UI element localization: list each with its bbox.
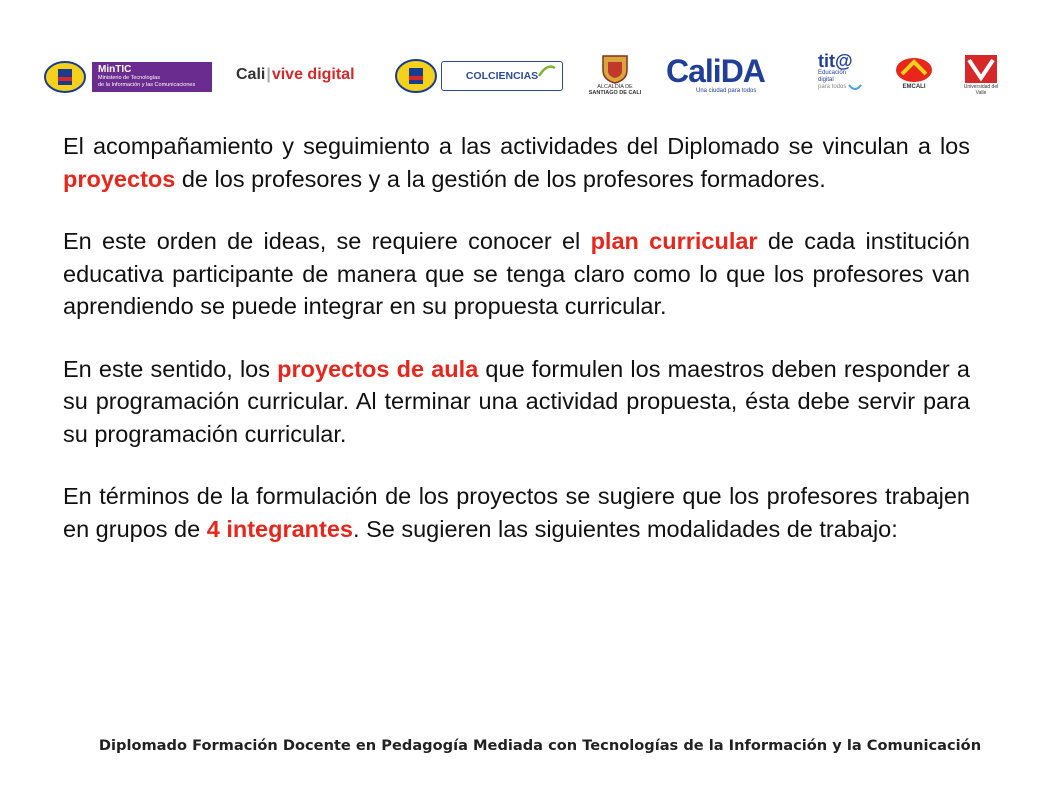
cali-vive-digital-logo <box>236 66 355 84</box>
paragraph-text: En este sentido, los <box>63 355 278 382</box>
univalle-logo <box>958 54 1004 96</box>
main-content <box>63 130 970 575</box>
tita-line3: para todos <box>818 84 847 90</box>
emcali-logo <box>892 56 936 91</box>
swoosh-icon <box>538 65 556 79</box>
mintic-line2: de la Información y las Comunicaciones <box>98 81 196 88</box>
tita-name: tit@ <box>818 51 853 71</box>
paragraph-1 <box>63 130 970 195</box>
calida-tagline: Una ciudad para todos <box>696 88 757 94</box>
paragraph-text: En este orden de ideas, se requiere conocer el <box>63 228 591 254</box>
cali-shield-icon <box>600 54 630 84</box>
univalle-name: Universidad del Valle <box>963 84 999 96</box>
tita-line1: Educación <box>818 70 847 76</box>
paragraph-text: El acompañamiento y seguimiento a las actividades del Diplomado se vinculan a los <box>63 133 970 159</box>
paragraph-text: de los profesores y a la gestión de los profesores formadores. <box>175 165 826 192</box>
paragraph-text: de cada institución educativa participante de manera que se tenga claro como lo que los profesores van aprendiendo se puede integrar en su propuesta curricular. <box>63 228 970 319</box>
colombia-shield-icon <box>395 58 437 94</box>
calida-logo <box>666 54 765 94</box>
alcaldia-cali-logo <box>585 54 645 96</box>
mintic-name: MinTIC <box>98 64 132 75</box>
calivive-separator: | <box>266 66 271 83</box>
emcali-emblem-icon <box>894 56 934 84</box>
smile-icon <box>848 84 862 92</box>
mintic-badge <box>92 62 212 92</box>
paragraph-2 <box>63 225 970 323</box>
univalle-emblem-icon <box>964 54 998 84</box>
logo-strip <box>40 52 1020 100</box>
footer-caption: Diplomado Formación Docente en Pedagogía Mediada con Tecnologías de la Información y la Comunicación <box>98 737 982 754</box>
mintic-logo <box>44 60 212 94</box>
colciencias-logo <box>395 58 563 94</box>
paragraph-text: En términos de la formulación de los proyectos se sugiere que los profesores trabajen en grupos de <box>63 483 970 542</box>
paragraph-3 <box>63 353 970 451</box>
highlight-term: proyectos de aula <box>277 355 479 382</box>
calivive-part1: Cali <box>236 66 266 83</box>
calida-name: CaliDA <box>666 53 765 89</box>
highlight-term: 4 integrantes <box>206 515 354 542</box>
emcali-name: EMCALI <box>902 84 926 90</box>
highlight-term: plan curricular <box>590 228 758 254</box>
alcaldia-line2: SANTIAGO DE CALI <box>588 90 642 96</box>
paragraph-text: que formulen los maestros deben responder a su programación curricular. Al terminar una actividad propuesta, ésta debe servir para su programación curricular. <box>63 355 970 447</box>
highlight-term: proyectos <box>63 165 176 192</box>
paragraph-4 <box>63 480 970 545</box>
colombia-shield-icon <box>44 60 86 94</box>
colciencias-box <box>441 61 563 91</box>
paragraph-text: . Se sugieren las siguientes modalidades de trabajo: <box>353 515 898 542</box>
colciencias-name: COLCIENCIAS <box>465 70 539 82</box>
tita-logo <box>818 52 853 91</box>
tita-line2: digital <box>818 77 834 83</box>
mintic-line1: Ministerio de Tecnologías <box>98 75 160 81</box>
calivive-part2: vive digital <box>271 66 355 83</box>
alcaldia-line1: ALCALDÍA DE <box>597 84 633 90</box>
